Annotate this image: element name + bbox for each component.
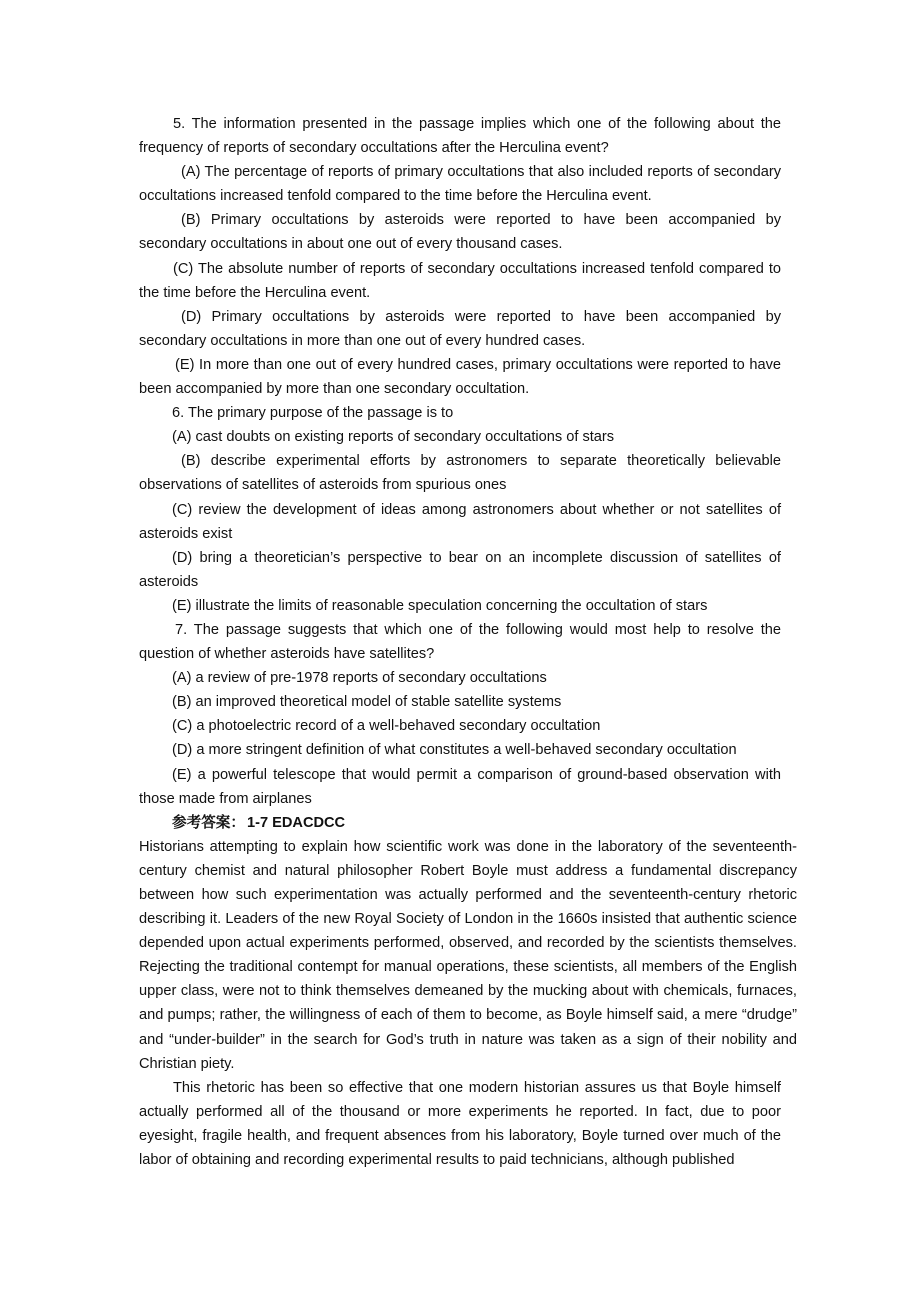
question-6-option-e: (E) illustrate the limits of reasonable speculation concerning the occultation of stars <box>172 597 708 614</box>
question-7-option-a: (A) a review of pre-1978 reports of secondary occultations <box>172 670 547 687</box>
question-5-option-e: (E) In more than one out of every hundred cases, primary occultations were reported to have been accompanied by more than one secondary occultation. <box>139 356 781 398</box>
question-6-stem: 6. The primary purpose of the passage is to <box>172 405 454 422</box>
question-5-stem: 5. The information presented in the passage implies which one of the following about the frequency of reports of secondary occultations after the Herculina event? <box>139 116 781 157</box>
question-6-option-d: (D) bring a theoretician’s perspective to bear on an incomplete discussion of satellites of asteroids <box>139 549 781 590</box>
passage-paragraph-1: Historians attempting to explain how scientific work was done in the laboratory of the seventeenth-century chemist and natural philosopher Robert Boyle must address a fundamental discrepancy between how such experimentation was actually performed and the seventeenth-century rhetoric describing it. Leaders of the new Royal Society of London in the 1660s insisted that authentic science depended upon actual experiments performed, observed, and recorded by the scientists themselves. Rejecting the traditional contempt for manual operations, these scientists, all members of the English upper class, were not to think themselves demeaned by the mucking about with chemicals, furnaces, and pumps; rather, the willingness of each of them to become, as Boyle himself said, a mere “drudge” and “under-builder” in the search for God’s truth in nature was taken as a sign of their nobility and Christian piety. <box>139 838 797 1072</box>
question-5-option-a: (A) The percentage of reports of primary occultations that also included reports of secondary occultations increased tenfold compared to the time before the Herculina event. <box>139 164 781 205</box>
passage-paragraph-2: This rhetoric has been so effective that one modern historian assures us that Boyle himself actually performed all of the thousand or more experiments he reported. In fact, due to poor eyesight, fragile health, and frequent absences from his laboratory, Boyle turned over much of the labor of obtaining and recording experimental results to paid technicians, although published <box>139 1079 781 1169</box>
question-5-option-b: (B) Primary occultations by asteroids were reported to have been accompanied by secondary occultations in about one out of every thousand cases. <box>139 212 781 253</box>
question-6-option-a: (A) cast doubts on existing reports of secondary occultations of stars <box>172 429 615 446</box>
question-7-option-e: (E) a powerful telescope that would permit a comparison of ground-based observation with those made from airplanes <box>139 766 781 807</box>
document-body <box>139 112 797 1172</box>
answer-key-line <box>139 811 781 835</box>
question-6-option-b: (B) describe experimental efforts by astronomers to separate theoretically believable observations of satellites of asteroids from spurious ones <box>139 453 781 494</box>
question-7-option-c: (C) a photoelectric record of a well-behaved secondary occultation <box>172 718 601 735</box>
question-5-option-c: (C) The absolute number of reports of secondary occultations increased tenfold compared to the time before the Herculina event. <box>139 260 781 301</box>
question-6-option-c: (C) review the development of ideas among astronomers about whether or not satellites of asteroids exist <box>139 501 781 542</box>
answer-key: 1-7 EDACDCC <box>246 814 346 831</box>
question-7-option-b: (B) an improved theoretical model of stable satellite systems <box>172 694 562 711</box>
question-7-option-d: (D) a more stringent definition of what constitutes a well-behaved secondary occultation <box>172 742 737 759</box>
question-7-stem: 7. The passage suggests that which one of the following would most help to resolve the question of whether asteroids have satellites? <box>139 621 781 663</box>
question-5-option-d: (D) Primary occultations by asteroids were reported to have been accompanied by secondary occultations in more than one out of every hundred cases. <box>139 308 781 349</box>
answer-label: 参考答案： <box>172 814 245 831</box>
